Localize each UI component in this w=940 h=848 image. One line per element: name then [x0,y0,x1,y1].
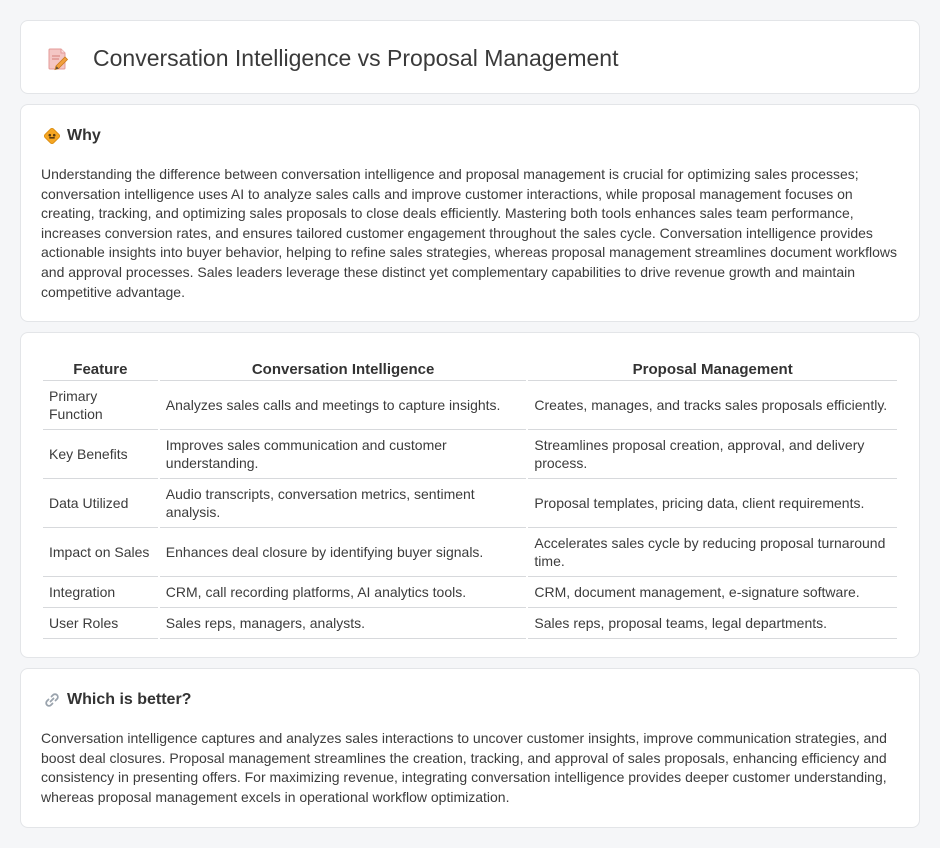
table-row [43,381,897,430]
pm-cell: Accelerates sales cycle by reducing proposal turnaround time. [528,528,897,577]
pm-cell: CRM, document management, e-signature software. [528,577,897,608]
pm-cell: Sales reps, proposal teams, legal departments. [528,608,897,639]
header-proposal-management: Proposal Management [528,355,897,381]
header-card [20,20,920,94]
feature-cell: Primary Function [43,381,158,430]
why-title: Why [67,127,101,144]
table-row [43,430,897,479]
header-feature: Feature [43,355,158,381]
better-heading [43,691,191,709]
table-row [43,608,897,639]
feature-cell: User Roles [43,608,158,639]
table-row [43,577,897,608]
feature-cell: Integration [43,577,158,608]
header-conversation-intelligence: Conversation Intelligence [160,355,527,381]
why-text: Understanding the difference between conversation intelligence and proposal management is crucial for optimizing sales processes; conversation intelligence uses AI to analyze sales calls and improve customer interactions, while proposal management focuses on creating, tracking, and optimizing sales proposals to close deals efficiently. Mastering both tools enhances sales team performance, increases conversion rates, and ensures tailored customer engagement throughout the sales cycle. Conversation intelligence provides actionable insights into buyer behavior, helping to refine sales strategies, whereas proposal management streamlines document workflows and approval processes. Sales leaders leverage these distinct yet complementary capabilities to drive revenue growth and maintain competitive advantage. [41,166,898,300]
page-title: Conversation Intelligence vs Proposal Management [93,45,619,71]
pm-cell: Proposal templates, pricing data, client requirements. [528,479,897,528]
pm-cell: Creates, manages, and tracks sales proposals efficiently. [528,381,897,430]
ci-cell: Enhances deal closure by identifying buyer signals. [160,528,527,577]
feature-cell: Key Benefits [43,430,158,479]
table-row [43,528,897,577]
ci-cell: Improves sales communication and customer understanding. [160,430,527,479]
link-icon [43,691,61,709]
which-is-better-section [20,668,920,828]
feature-cell: Impact on Sales [43,528,158,577]
why-heading [43,127,101,145]
table-header-row [43,355,897,381]
why-section [20,104,920,322]
table-row [43,479,897,528]
ci-cell: Analyzes sales calls and meetings to capture insights. [160,381,527,430]
comparison-section [20,332,920,658]
ci-cell: CRM, call recording platforms, AI analytics tools. [160,577,527,608]
better-title: Which is better? [67,691,192,708]
comparison-table [41,355,899,639]
diamond-sign-icon [43,127,61,145]
ci-cell: Sales reps, managers, analysts. [160,608,527,639]
document-pen-icon [47,47,69,71]
better-text: Conversation intelligence captures and analyzes sales interactions to uncover customer insights, improve communication strategies, and boost deal closures. Proposal management streamlines the creation, tracking, and approval of sales proposals, enhancing efficiency and consistency in presenting offers. For maximizing revenue, integrating conversation intelligence provides deeper customer understanding, whereas proposal management excels in operational workflow optimization. [41,730,887,805]
ci-cell: Audio transcripts, conversation metrics, sentiment analysis. [160,479,527,528]
feature-cell: Data Utilized [43,479,158,528]
pm-cell: Streamlines proposal creation, approval, and delivery process. [528,430,897,479]
